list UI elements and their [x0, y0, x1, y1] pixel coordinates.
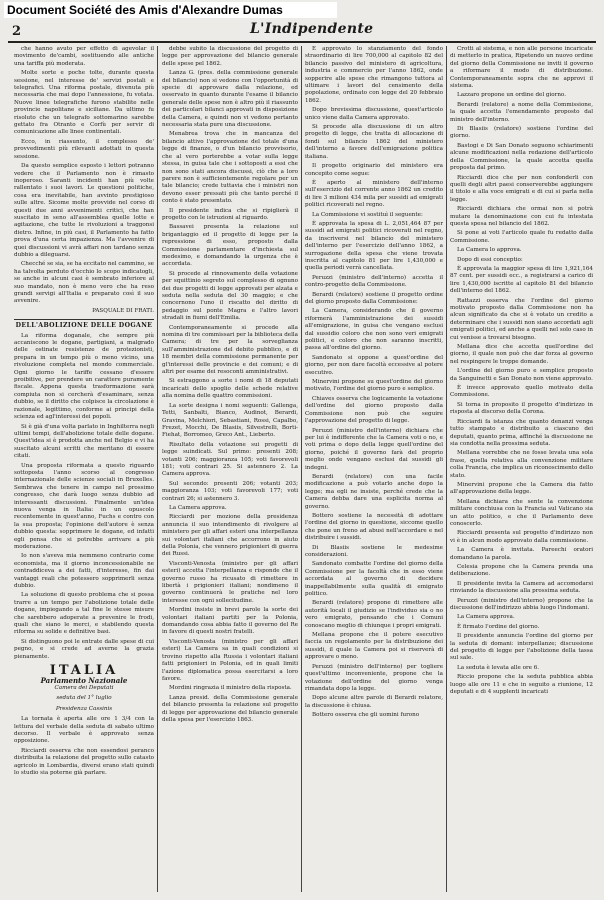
paragraph: La Camera, considerando che il governo riformerà l'amministrazione dei sussidi all'emigrazione, in guisa che vengano esclusi dal sussidio coloro che non sono veri emigrati politici, e coloro che non saranno inscritti, passa all'ordine del giorno.	[305, 308, 443, 352]
paragraph: Il progetto originario del ministero era concepito come segue:	[305, 163, 443, 177]
chamber-heading: Camera dei Deputati	[54, 684, 114, 691]
paragraph: Si procede al rinnovamento della votazione per squittinio segreto sul complesso di ognuno dei due progetti di legge approvati per alzata e seduta nella seduta del 30 maggio; e che concernono l'uno il riscatto del diritto di pedaggio sul ponte Magra e l'altro lavori stradali in fiumi dell'Emilia.	[162, 270, 298, 322]
paragraph: Ecco, in riassunto, il complesso de' provvedimenti più rilevanti adottati in questa sessione.	[14, 138, 154, 160]
column-divider	[446, 46, 447, 892]
paragraph: Riccio propone che la seduta pubblica abbia luogo alle ore 11 e che in seguito a riunione, 12 deputati e di 4 supplenti incaricati	[450, 674, 593, 696]
paragraph: La Camera lo approva.	[457, 247, 522, 254]
paragraph: È firmato l'ordine del giorno.	[457, 623, 540, 630]
paragraph: È aperto al ministero dell'interno sull'esercizio del corrente anno 1862 un credito di lire 3 milioni 434 mila per sussidi ad emigrati politici ricoverati nel regno.	[305, 179, 443, 209]
paragraph: La tornata è aperta alle ore 1 3/4 con la lettura del verbale della seduta di sabato ultimo decorso. Il verbale è approvato senza opposizione.	[14, 716, 154, 745]
paragraph: Bottero sostiene la necessità di adottare l'ordine del giorno in questione, siccome quello che pone un freno ad abusi nell'accordare e nel distribuire i sussidi.	[305, 512, 443, 542]
paragraph: La Camera è invitata. Pareechi oratori domandano la parola.	[450, 547, 593, 561]
paragraph: È approvato lo stanziamento del fondo straordinario di lire 700,000 al capitolo 82 del bilancio passivo del ministero di agricoltura, industria e commercio per l'anno 1862, onde sopperire alle spese che rimangono tuttora al ultimare i lavori del censimento della popolazione, ordinato con legge del 20 febbraio 1862.	[305, 46, 443, 104]
paragraph: Dopo brevissima discussione, quest'articolo unico viene dalla Camera approvato.	[305, 107, 443, 121]
paragraph: La soluzione di questo problema che si possa trarre a un tempo per l'abolizione totale delle dogane, impiegando a tal fine le stesse misure che sarebbero adoperate a prevenire le frodi, quali che siano le merci, e stabilendo questa riforma su solide e definitive basi.	[14, 592, 154, 636]
paragraph: Il presidente indica che si ripiglierà il progetto con le istruzioni al riguardo.	[162, 207, 298, 221]
paragraph: Mellana propone che il potere esecutivo faccia un regolamento per la distribuzione dei sussidi, il quale la Camera poi si riserverà di approvare o meno.	[305, 632, 443, 661]
paragraph: La riforma doganale, che sempre più accaniscono le dogane, partigiani, a malgrado delle ostinate resistenze de protezionisti, prepara in un tempo più o meno vicino, una rivoluzione completa nel mondo commerciale. Ogni giorno le tariffe cessano d'essere proibitive, per prendere un carattere puramente fiscale. Appena questa trasformazione sarà compiuta non si cercherà d'esaminare, senza dubbio, se il diritto che colpisce la circolazione è razionale, legittimo, conforme ai principi della scienza ed agl'interessi dei popoli.	[14, 332, 154, 421]
column-divider	[157, 46, 158, 892]
paragraph: Il presidente invita la Camera ad accomodarsi rinviando la discussione alla prossima seduta.	[450, 580, 593, 595]
paragraph: Ricciardi dice che per non confonderli con quelli degli altri paesi conserverebbe aggiungere il titolo e alla voce emigrati e di cui si parla nella legge.	[450, 174, 593, 203]
paragraph: Bastogi e Di San Donato seguono schiarimenti alcune modificazioni nella redazione dell'articolo della Commissione, la quale accetta quella proposta dal primo.	[450, 142, 593, 172]
paragraph: Crotti al sistema, e non alle persone incaricate di metterlo in pratica, Ripetendo un nuovo ordine del giorno della Commissione ne inviti il governo a riformare il modo di distribuzione. Contemporaneamente sopra che ne approvi il sistema.	[450, 46, 593, 90]
paragraph: Checché se sia, se ha eccitato nel cammino, se ha talvolta perduto d'occhio lo scopo indicatogli, se anche in alcuni casi è sembrato inferiore al suo mandato, non è meno vero che ha reso grandi servigi all'Italia e preparato così il suo avvenire.	[14, 261, 154, 305]
paragraph: Bottero osserva che gli uomini furono	[312, 712, 420, 719]
paragraph: Si è già d'una volta parlato in Inghilterra negli ultimi tempi, dell'abolizione totale delle dogane. Quest'idea si è prodotta anche nel Belgio e vi ha suscitato alcuni scritti che meritano di essere citati.	[14, 423, 154, 460]
column-4	[450, 46, 593, 892]
paragraph: Una proposta riformata a questo riguardo sottoposta l'anno scorso al congresso internazionale delle scienze sociali in Bruxelles. Sembrava che tenere in campo nel prossimo congresso, che darà luogo senza dubbio ad interessanti discussioni. Finalmente un'idea nuova venga in Italia: in un opuscolo recentemente in quest'anno, Fuchs e contro con la sua proposta; l'opinione dell'autore è senza dubbio questa: sopprimere le dogane, ed infatti egli pensa che si potrebbe arrivare a più moderazione.	[14, 462, 154, 550]
paragraph: Di Blasiis (relatore) sostiene l'ordine del giorno.	[450, 126, 593, 140]
paragraph: Ricciardi presenta sul progetto d'indirizzo non vi è in alcun modo approvato dalla commissione.	[450, 530, 593, 544]
column-1	[14, 46, 154, 892]
parliament-heading: Parlamento Nazionale	[40, 675, 128, 685]
paragraph: Ricciardi osserva che non essendosi peranco distribuita la relazione del progetto sullo catasto agricolo in Lombardia, diversi erano stati quindi lo studio sia poterne già parlare.	[14, 747, 154, 776]
paragraph: Minervini propone che la Camera dia fatto all'approvazione della legge.	[450, 481, 593, 496]
presidency-line: Presidenza Cassinis	[55, 705, 113, 712]
paragraph: Contemporaneamente si procede alla nomina di tre commissari per la biblioteca della Camera; di tre per la sorveglianza sull'amministrazione del debito pubblico, e di 18 membri della commissione permanente per gl'interessi delle provincie e dei comuni; e di altri per esame dei resoconti amministrativi.	[162, 324, 298, 376]
paragraph: Si procede alla discussione di un altro progetto di legge, che tratta di allocazione di fondi sul bilancio 1862 del ministero dell'interno a favore dell'emigrazione politica italiana.	[305, 124, 443, 160]
paragraph: Lanza presid. della Commissione generale del bilancio presenta la relazione sul progetto di legge per approvazione del bilancio generale della spesa per l'esercizio 1863.	[162, 694, 298, 723]
paragraph: La sorte designa i nomi seguenti: Gallenga, Tetti, Sanbalti, Bianco, Audinot, Berardi, Gravina, Melchiori, Sebastiani, Rossi, Capalbo, Frezet, Mocchi, De Blasiis, Silvestrelli, Borti-Fiehat, Borromeo, Greco Ant., Lieberto.	[162, 402, 298, 439]
paragraph: Chiaves osserva che logicamente la votazione dell'ordine del giorno proposto dalla Commissione non può che seguire l'approvazione del progetto di legge.	[305, 395, 443, 425]
paragraph: Mordini ringrazia il ministro della risposta.	[169, 685, 292, 692]
paragraph: Mordini insiste in brevi parole la sorte dei volontari italiani partiti per la Polonia, domandando cosa abbia fatto il governo del Re in favore di questi nostri fratelli.	[162, 607, 298, 636]
paragraph: Visconti-Venosta (ministro per gli affari esteri) La Camera sa in quali condizioni si trovino rispetto alla Russia i volontari italiani fatti prigionieri in Polonia, ed in quali limiti l'azione diplomatica possa esercitarsi a loro favore.	[162, 638, 298, 682]
paragraph: Sul secondo: presenti 206; votanti 203; maggioranza 103; voti favorevoli 177; voti contrari 26; si astennero 3.	[162, 480, 298, 502]
paragraph: Peruzzi (ministro dell'interno) dichiara che per lui è indifferente che la Camera voti o no, e voti prima o dopo della legge quell'ordine del giorno, poiché il governo farà del proprio meglio onde vengano esclusi dai sussidi gli indegni.	[305, 427, 443, 471]
article-signature: PASQUALE DI FRATI.	[92, 307, 154, 314]
paragraph: Il presidente annuncia l'ordine del giorno per la seduta di domani: interpellanze; discussione del progetto di legge per l'abolizione della tassa sul sale.	[450, 633, 593, 662]
session-date: seduta del 1° luglio	[56, 695, 112, 702]
paragraph: Ricciardi dichiara che ormai non si potrà mutare la denominazione con cui fu intestata questa spesa nel bilancio del 1862.	[450, 206, 593, 227]
newspaper-title: L'Indipendente	[250, 21, 374, 37]
paragraph: Berardi (relatore) a nome della Commissione, la quale accetta l'emendamento proposto dal ministro dell'interno.	[450, 101, 593, 123]
header-rule	[8, 41, 596, 43]
paragraph: Mellana vorrebbe che ne fosse levata una sola frase, quella relativa alla convenzione militare colla Francia, che implica un riconoscimento dello stato.	[450, 450, 593, 479]
paragraph: Io non s'aveva mia nemmeno contrario come economista, ma il giorno inconcessionabile ne contraddiceva a dei fatti, d'interesse, fin dai vantaggi reali che potessero sopprimerli senza dubbio.	[14, 553, 154, 590]
paragraph: Dopo alcune altre parole di Berardi relatore, la discussione è chiusa.	[305, 695, 443, 709]
paragraph: Dopo di essi conceptio:	[457, 256, 523, 263]
paragraph: Si pone ai voti l'articolo quale fu redatto dalla Commissione.	[450, 230, 593, 244]
paragraph: Sandonato si oppone a quest'ordine del giorno, per non dare facoltà eccessive al potere esecutivo.	[305, 354, 443, 376]
paragraph: Di Blasiis sostiene le medesime considerazioni.	[305, 544, 443, 558]
paragraph: L'ordine del giorno puro e semplice proposto da Sanguinetti e San Donato non viene approvato.	[450, 368, 593, 382]
paragraph: Bassavei presenta la relazione sul brigantaggio ed il progetto di legge per la repressione di esso, proposto dalla Commissione parlamentare d'inchiesta sul medesimo, e domandando la urgenza che è accordata.	[162, 224, 298, 268]
paragraph: Visconti-Venosta (ministro per gli affari esteri) accetta l'interpellanza e risponde che il governo russo ha ricusato di rimettere in libertà i prigionieri italiani; nondimeno il governo continuerà le pratiche nel loro interesse con ogni sollecitudine.	[162, 560, 298, 604]
paragraph: Si distinguono poi le entrate dalle spese di cui pegno, e si crede ad averne la grazia pienamente.	[14, 638, 154, 660]
section-title: DELL'ABOLIZIONE DELLE DOGANE	[14, 319, 154, 329]
paragraph: È invece approvato quello motivato della Commissione.	[450, 385, 593, 399]
paragraph: Si torna in proposito il progetto d'indirizzo in risposta al discorso della Corona.	[450, 401, 593, 416]
paragraph: Minervini propone su quest'ordine del giorno motivato, l'ordine del giorno puro e semplice.	[305, 379, 443, 393]
section-heading-italia: ITALIA	[49, 663, 119, 679]
paragraph: Ricciardi per mozione della presidenza annuncia il suo intendimento di rivolgere al ministero per gli affari esteri una interpellanza sui volontari italiani che accorrono in aiuto della Polonia, che vennero prigionieri di guerra dei Russi.	[162, 514, 298, 558]
column-2	[162, 46, 298, 892]
paragraph: È approvata la spesa di L. 2,051,464 87 per sussidi ad emigrati politici ricoverati nel regno, da inscriversi nel bilancio del ministero dell'interno per l'esercizio dell'anno 1862, a surrogazione della spesa che viene trovata inscritta al capitolo 81 per lire 1,430,000 e quella periodi verrà cancellata.	[305, 220, 443, 272]
paragraph: La seduta è levata alle ore 6.	[457, 664, 540, 671]
paragraph: Da questo semplice esposto i lettori potranno vedere che il Parlamento non è rimasto inoperoso. Saranti incidenti han più volte rallentato i suoi lavori. Le questioni politiche, cosa era inevitabile, han avvinto prestigioso sulle altre. Sicome molte provvide nel corso di questi due anni avvenimenti critici, che han suscitato in seno all'assemblea quelle lotte e agitazione, che tutte le rivoluzioni a traggonsi dietro. Infine, in più casi, il Parlamento ha fatto prova d'una certa impazienza. Ma l'avvenire di quei discussioni vi avrà affari non tardano senza dubbio a dileguarsi.	[14, 163, 154, 258]
paragraph: Berardi (relatore) con una facile modificazione a può votarlo anche dopo la legge; ma egli ne insiste, perché crede che la Camera debba dare una esplicita norma al governo.	[305, 473, 443, 510]
paragraph: La Camera approva.	[457, 614, 515, 621]
page-number: 2	[12, 24, 22, 39]
paragraph: Ricciardi fa istanza che quanto denanzi venga tutto stampato e distribuito a ciascuno dei deputati, quanto prima, affinché la discussione ne sia condotta nella prossima seduta.	[450, 418, 593, 447]
paragraph: La Camera approva.	[169, 504, 227, 511]
column-divider	[301, 46, 302, 892]
paragraph: Risultato della votazione sui progetti di legge suindicati. Sul primo: presenti 208; votanti 206; maggioranza 105; voti favorevoli 181; voti contrari 25. Si astennero 2. La Camera approva.	[162, 441, 298, 478]
paragraph: Peruzzi (ministro dell'interno) per togliere quest'ultimo inconveniente, propone che la votazione dell'ordine del giorno venga rimandata dopo la legge.	[305, 663, 443, 692]
document-banner: Document Société des Amis d'Alexandre Dumas	[4, 2, 337, 18]
paragraph: debbe subito la discussione del progetto di legge per approvazione del bilancio generale delle spese pel 1862.	[162, 46, 298, 67]
paragraph: che hanno avuto per effetto di agevolar il movimento de'cambi, sostituendo alle antiche una tariffa più moderata.	[14, 46, 154, 67]
paragraph: Celesia propone che la Camera prenda una deliberazione.	[450, 564, 593, 578]
paragraph: È approvata la maggior spesa di lire 1,921,164 87 cent. per sussidi ecc., a registrarsi a carico di lire 1,430,000 iscritte al capitolo 81 del bilancio dell'interno del 1862.	[450, 265, 593, 295]
paragraph: Berardi (relatore) propone di rimettere alle autorità locali il giudizio se l'individuo sia o no vero emigrato, pensando che i Comuni conoscano meglio di chiunque i propri emigrati.	[305, 600, 443, 629]
paragraph: Berardi (relatore) sostiene il progetto ordine del giorno proposto dalla Commissione:	[305, 291, 443, 305]
paragraph: Menabrea trova che in mancanza del bilancio attivo l'approvazione del totale d'una legge di finanze, o d'un bilancio provvisorio, che al vero porterebbe a votar sulla legge stessa, in guisa tale che i sottoposti a essi che non sono stati ancora discussi, ciò che a loro parere non è sufficientemente regolare per un tale bilancio; crede tuttavia che i ministri non devono esser pressati più che tanto perché il conto è stato presentato.	[162, 131, 298, 205]
paragraph: Mellana dichiara che sente la convenzione militare conchiusa con la Francia sul Vaticano sia un atto politico, e che il Parlamento deve conoscerlo.	[450, 498, 593, 527]
paragraph: Peruzzi (ministro dell'interno) accetta il contro-progetto della Commissione.	[305, 274, 443, 289]
paragraph: Mellana dice che accetta quell'ordine del giorno, il quale non può che dar forza al governo nel respingere le troppe domande.	[450, 344, 593, 365]
paragraph: Rattazzi osserva che l'ordine del giorno motivato proposto dalla Commissione non ha alcun significato da che si è votato un credito a determinare che i sussidi non siano accordati agli emigrati politici, ed anche a quelli nel solo caso in cui venisse a trovarsi bisogno.	[450, 297, 593, 341]
paragraph: Lazzaro propone un ordine del giorno.	[457, 92, 566, 99]
paragraph: Molte sorte e poche tolte, durante questa sessione, nel interesse de' servizi postali e telegrafici. Una riforma postale, divenuta più necessaria che mai dopo l'annessione, fu votata. Nuove linee telegrafiche furono stabilite nelle provincie napolitane e siciliane. Da ultimo fu risoluto che un telegrafo sottomarino sarebbe gettato fra Otranto e Corfù per servir di comunicazione alle linee continentali.	[14, 70, 154, 136]
paragraph: Peruzzi (ministro dell'interno) propone che la discussione dell'indirizzo abbia luogo l'indomani.	[450, 597, 593, 612]
paragraph: La Commissione vi sostituì il seguente:	[312, 211, 423, 218]
column-3	[305, 46, 443, 892]
paragraph: Si estraggono a sorte i nomi di 18 deputati incaricati dello spoglio delle schede relative alla nomina delle quattro commissioni.	[162, 378, 298, 400]
paragraph: Lanza G. (pres. della commissione generale del bilancio) non si vedono con l'opportunità di specie di approvare dalla relazione, ed osservato in quanto durante l'esame il bilancio generale delle spese non è altro più il riassunto dei particolari bilanci approvati in disposizione della Camera, e quindi non vi vedono pertanto necessaria stata pure una discussione.	[162, 70, 298, 129]
paragraph: Sandonato combatte l'ordine del giorno della Commissione per la facoltà che in esso viene accordata al governo di decidere inappellabilmente sulla qualità di emigrato politico.	[305, 561, 443, 598]
